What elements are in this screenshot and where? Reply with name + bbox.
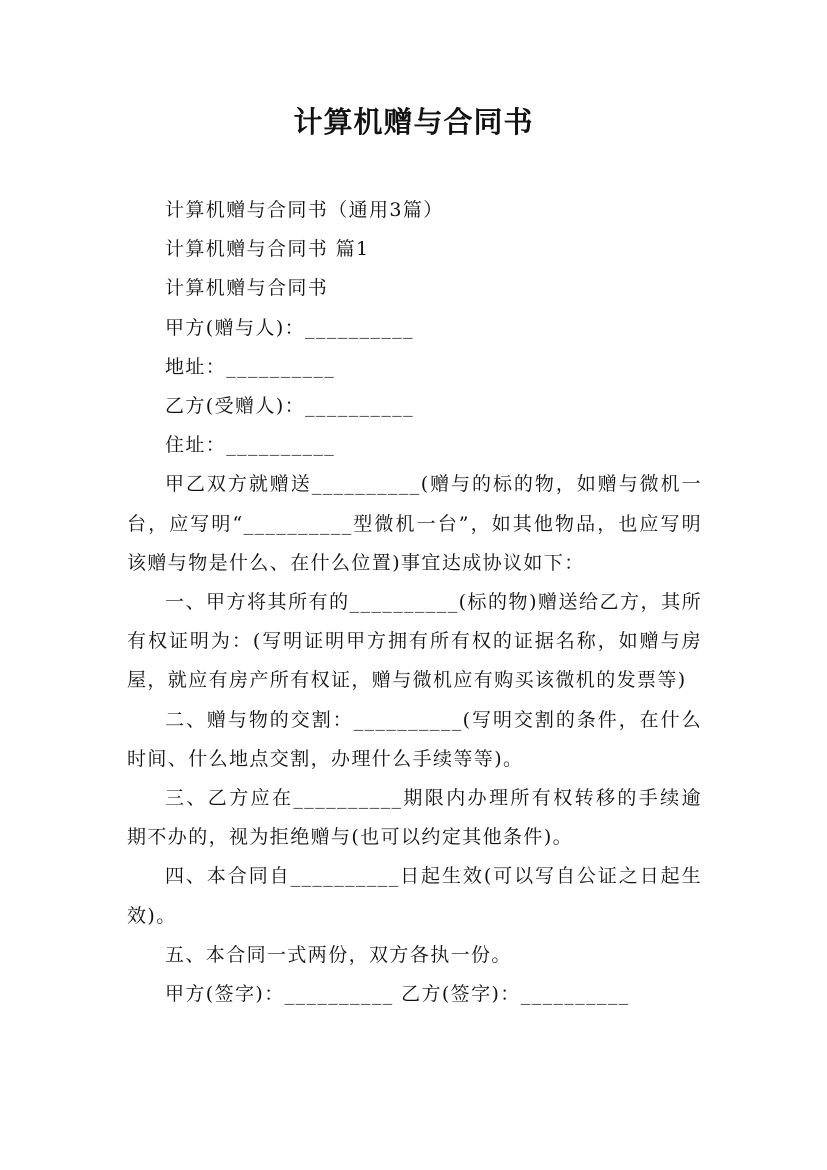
paragraph-preamble: 甲乙双方就赠送__________(赠与的标的物，如赠与微机一台，应写明“__________型微机一台”，如其他物品，也应写明该赠与物是什么、在什么位置)事宜达成协议如下： (127, 473, 702, 574)
paragraph-clause-4: 四、本合同自__________日起生效(可以写自公证之日起生效)。 (127, 865, 702, 927)
paragraph-section-heading: 计算机赠与合同书 篇1 (165, 238, 370, 261)
paragraph-clause-1: 一、甲方将其所有的__________(标的物)赠送给乙方，其所有权证明为：(写明证明甲方拥有所有权的证据名称，如赠与房屋，就应有房产所有权证，赠与微机应有购买该微机的发票等) (127, 591, 702, 692)
paragraph-clause-5: 五、本合同一式两份，双方各执一份。 (165, 943, 512, 966)
paragraph-party-b-address: 住址：__________ (165, 434, 336, 457)
paragraph-contract-name: 计算机赠与合同书 (165, 277, 329, 300)
paragraph-subtitle: 计算机赠与合同书（通用3篇） (165, 199, 444, 221)
paragraph-clause-3: 三、乙方应在__________期限内办理所有权转移的手续逾期不办的，视为拒绝赠与(也可以约定其他条件)。 (127, 787, 702, 849)
paragraph-party-a-address: 地址：__________ (165, 355, 336, 378)
document-title: 计算机赠与合同书 (293, 105, 534, 139)
paragraph-party-a: 甲方(赠与人)：__________ (165, 316, 415, 339)
paragraph-clause-2: 二、赠与物的交割：__________(写明交割的条件，在什么时间、什么地点交割，办理什么手续等等)。 (127, 708, 702, 770)
paragraph-party-b: 乙方(受赠人)：__________ (165, 395, 415, 418)
document-body (127, 191, 702, 1014)
paragraph-signatures: 甲方(签字)：__________ 乙方(签字)：__________ (165, 983, 630, 1006)
